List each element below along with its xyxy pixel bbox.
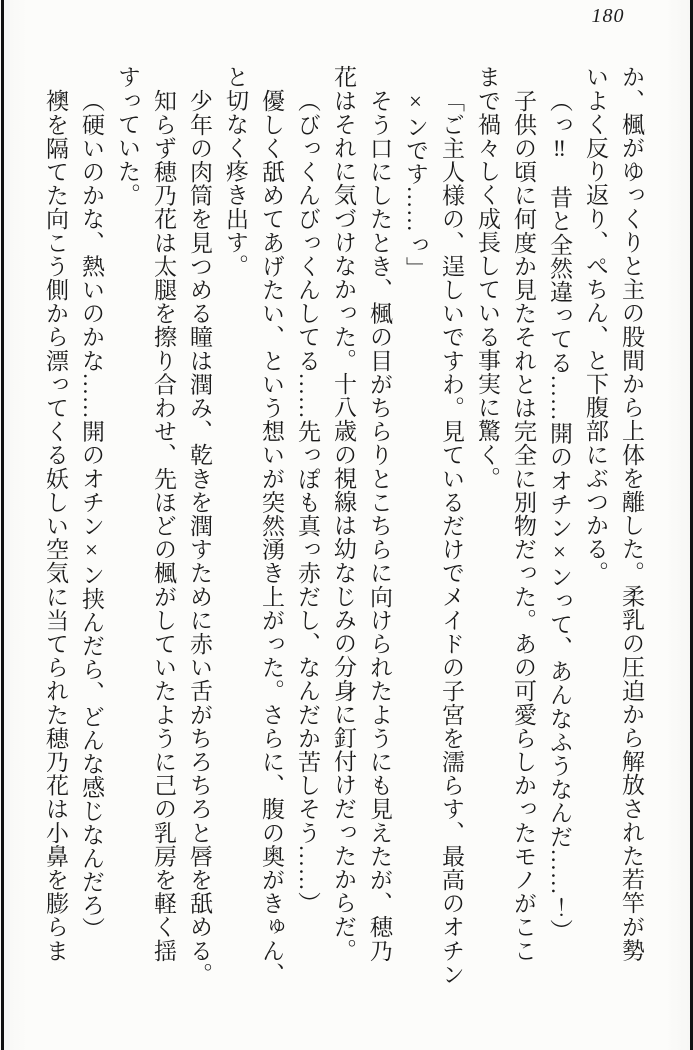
text-column-4: 子供の頃に何度か見たそれとは完全に別物だった。あの可愛らしかったモノがここ [511,88,536,962]
text-column-5: まで禍々しく成長している事実に驚く。 [475,65,500,490]
text-column-8: そう口にしたとき、楓の目がちらりとこちらに向けられたようにも見えたが、穂乃 [367,88,392,962]
text-column-6: 「ご主人様の、逞しいですわ。見ているだけでメイドの子宮を濡らす、最高のオチン [439,88,464,986]
text-column-12: と切なく疼き出す。 [223,65,248,278]
text-column-10: （びっくんびっくんしてる……先っぽも真っ赤だし、なんだか苦しそう……） [295,88,320,915]
text-column-17: 襖を隔てた向こう側から漂ってくる妖しい空気に当てられた穂乃花は小鼻を膨らま [43,88,68,962]
page-border-left [1,0,4,1050]
text-column-16: （硬いのかな、熱いのかな……開のオチン×ン挟んだら、どんな感じなんだろ） [79,88,104,941]
text-column-3: （っ‼ 昔と全然違ってる……開のオチン×ンって、あんなふうなんだ……！） [547,88,572,943]
text-column-15: すっていた。 [115,65,140,207]
text-column-9: 花はそれに気づけなかった。十八歳の視線は幼なじみの分身に釘付けだったからだ。 [331,65,356,962]
text-column-13: 少年の肉筒を見つめる瞳は潤み、乾きを潤すために赤い舌がちろちろと唇を舐める。 [187,88,212,986]
vertical-text-block [37,65,649,1021]
text-column-7: ×ンです……っ」 [403,88,428,280]
text-column-11: 優しく舐めてあげたい、という想いが突然湧き上がった。さらに、腹の奥がきゅん、 [259,88,284,986]
page-number: 180 [591,5,625,27]
text-column-14: 知らず穂乃花は太腿を擦り合わせ、先ほどの楓がしていたように己の乳房を軽く揺 [151,88,176,962]
text-column-2: いよく反り返り、ぺちん、と下腹部にぶつかる。 [583,65,608,585]
text-column-1: か、楓がゆっくりと主の股間から上体を離した。柔乳の圧迫から解放された若竿が勢 [619,65,644,962]
